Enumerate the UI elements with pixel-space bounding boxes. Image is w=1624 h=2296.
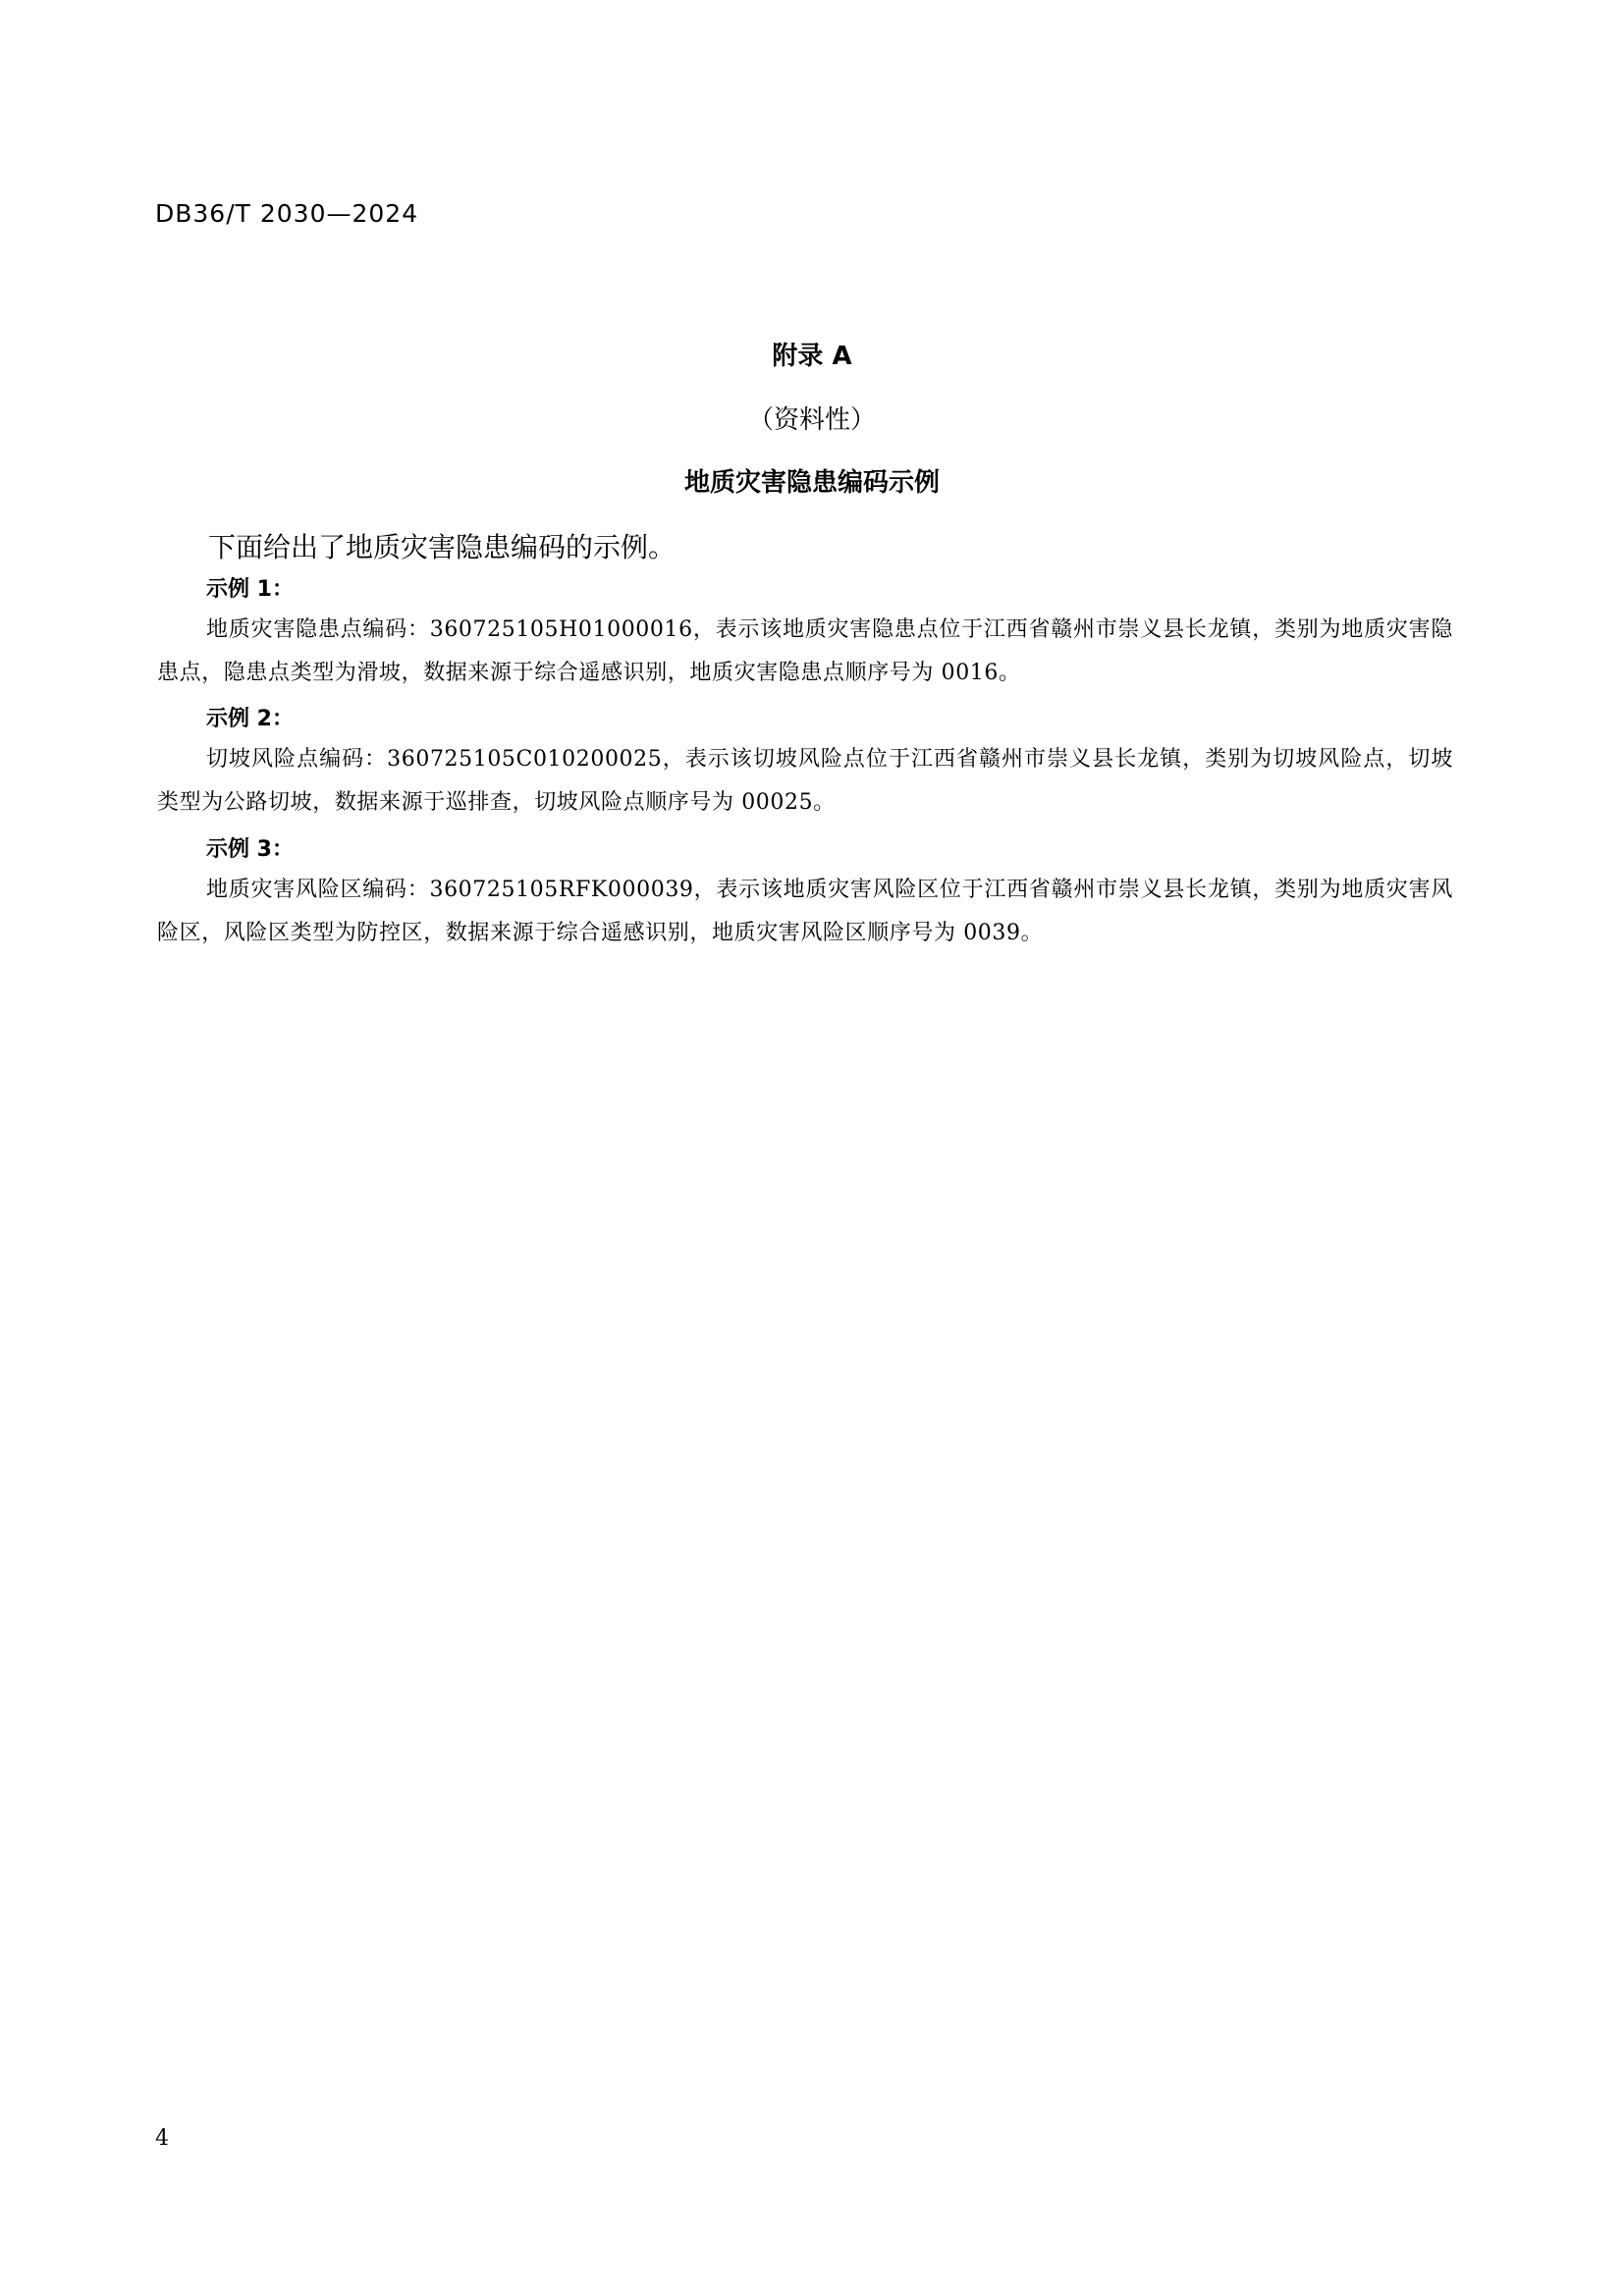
appendix-nature: （资料性） (747, 405, 876, 435)
appendix-heading: 地质灾害隐患编码示例 (683, 468, 940, 498)
appendix-title: 附录 A (772, 342, 852, 371)
example-1-label: 示例 1： (206, 577, 294, 602)
page-number: 4 (155, 2126, 169, 2151)
document-code-header: DB36/T 2030—2024 (155, 199, 419, 228)
example-3-text: 地质灾害风险区编码：360725105RFK000039，表示该地质灾害风险区位于江西省赣州市崇义县长龙镇，类别为地质灾害风险区，风险区类型为防控区，数据来源于综合遥感识别，地质灾害风险区顺序号为 0039。 (157, 878, 1453, 945)
example-2-label: 示例 2： (206, 707, 294, 731)
example-3-label: 示例 3： (206, 837, 294, 862)
example-1-text: 地质灾害隐患点编码：360725105H01000016，表示该地质灾害隐患点位于江西省赣州市崇义县长龙镇，类别为地质灾害隐患点，隐患点类型为滑坡，数据来源于综合遥感识别，地质灾害隐患点顺序号为 0016。 (157, 617, 1453, 685)
intro-paragraph: 下面给出了地质灾害隐患编码的示例。 (208, 531, 677, 563)
example-2-text: 切坡风险点编码：360725105C010200025，表示该切坡风险点位于江西省赣州市崇义县长龙镇，类别为切坡风险点，切坡类型为公路切坡，数据来源于巡排查，切坡风险点顺序号为 00025。 (157, 747, 1453, 815)
